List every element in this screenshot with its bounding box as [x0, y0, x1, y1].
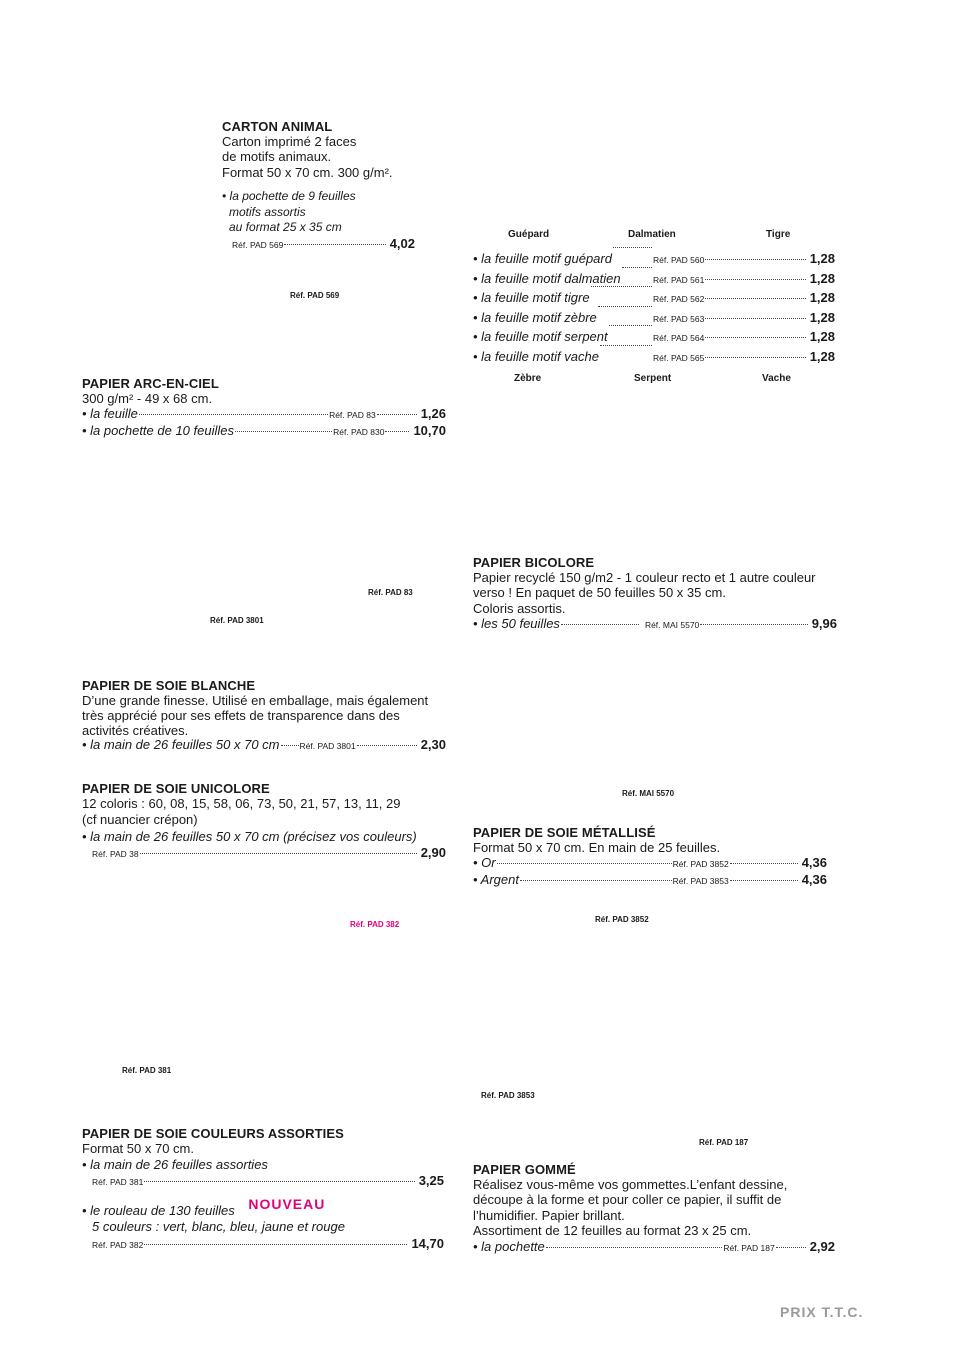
dot-leader: [144, 1244, 407, 1245]
soie-unicolore-ref: Réf. PAD 38: [92, 849, 139, 859]
carton-animal-price-row: [222, 235, 415, 255]
soie-assorties-title: PAPIER DE SOIE COULEURS ASSORTIES: [82, 1126, 344, 1141]
soie-unicolore-price: 2,90: [420, 845, 446, 860]
dot-leader: [140, 853, 417, 854]
carton-animal-caption: Réf. PAD 569: [290, 291, 340, 300]
motif-label: • la feuille motif zèbre: [473, 309, 597, 325]
list-item: [473, 1239, 835, 1256]
carton-animal-desc-2: de motifs animaux.: [222, 149, 332, 165]
motif-header-vache: Vache: [762, 373, 791, 384]
arc-en-ciel-caption: Réf. PAD 83: [368, 588, 413, 597]
motif-price: 1,28: [809, 270, 835, 286]
dot-leader: [235, 431, 332, 432]
motif-header-dalmatien: Dalmatien: [628, 229, 676, 240]
gomme-desc-3: l’humidifier. Papier brillant.: [473, 1207, 625, 1223]
bicolore-desc-1: Papier recyclé 150 g/m2 - 1 couleur recto et 1 autre couleur: [473, 570, 816, 585]
dot-leader: [546, 1247, 723, 1248]
motif-label: • la feuille motif dalmatien: [473, 270, 621, 286]
motif-header-serpent: Serpent: [634, 373, 672, 384]
dot-leader: [705, 318, 805, 319]
soie-blanche-desc-3: activités créatives.: [82, 722, 189, 738]
soie-assorties-desc: Format 50 x 70 cm.: [82, 1141, 194, 1156]
motif-label: • la feuille motif guépard: [473, 251, 612, 266]
list-item: [82, 423, 446, 440]
motif-ref: Réf. PAD 560: [653, 255, 705, 265]
dot-leader: [705, 279, 805, 280]
soie-assorties-block: [82, 1126, 444, 1254]
soie-metallise-argent-caption: Réf. PAD 3853: [481, 1091, 535, 1100]
dot-leader: [377, 414, 417, 415]
gomme-ref: Réf. PAD 187: [723, 1242, 775, 1253]
motif-price: 1,28: [809, 309, 835, 325]
list-item: [82, 406, 446, 423]
soie-unicolore-block: [82, 781, 446, 862]
soie-unicolore-bullet: • la main de 26 feuilles 50 x 70 cm (précisez vos couleurs): [82, 829, 417, 844]
list-item: [473, 328, 835, 348]
soie-blanche-block: [82, 678, 446, 754]
dot-leader: [705, 298, 805, 299]
bicolore-caption: Réf. MAI 5570: [622, 789, 675, 798]
soie-assorties-price-1: 3,25: [418, 1173, 444, 1188]
motif-header-zebre: Zèbre: [514, 373, 542, 384]
dot-leader: [730, 863, 798, 864]
gomme-caption: Réf. PAD 187: [699, 1138, 749, 1147]
soie-metallise-price: 4,36: [801, 855, 827, 870]
dot-leader: [600, 345, 652, 346]
arc-en-ciel-block: [82, 376, 446, 440]
soie-unicolore-title: PAPIER DE SOIE UNICOLORE: [82, 781, 270, 796]
motif-ref: Réf. PAD 565: [653, 352, 705, 363]
dot-leader: [281, 745, 299, 746]
dot-leader: [700, 624, 807, 625]
dot-leader: [520, 880, 672, 881]
dot-leader: [705, 259, 805, 260]
motif-list: [473, 250, 835, 368]
soie-blanche-label: • la main de 26 feuilles 50 x 70 cm: [82, 736, 280, 752]
dot-leader: [139, 414, 328, 415]
soie-metallise-ref: Réf. PAD 3853: [672, 876, 729, 886]
soie-metallise-label: • Or: [473, 855, 496, 870]
motif-ref: Réf. PAD 564: [653, 333, 705, 344]
soie-assorties-price-2: 14,70: [411, 1236, 444, 1251]
soie-metallise-title: PAPIER DE SOIE MÉTALLISÉ: [473, 825, 656, 840]
dot-leader: [591, 286, 652, 287]
dot-leader: [776, 1247, 806, 1248]
soie-metallise-or-caption: Réf. PAD 3852: [595, 915, 649, 924]
soie-rouleau-caption: Réf. PAD 382: [350, 920, 400, 929]
list-item: [473, 250, 835, 270]
soie-metallise-block: [473, 825, 827, 889]
soie-blanche-price: 2,30: [420, 736, 446, 752]
motif-ref: Réf. PAD 561: [653, 274, 705, 285]
dot-leader: [705, 337, 805, 338]
gomme-desc-2: découpe à la forme et pour coller ce papier, il suffit de: [473, 1192, 782, 1208]
arc-en-ciel-label: • la pochette de 10 feuilles: [82, 423, 234, 439]
carton-animal-ref: Réf. PAD 569: [232, 240, 284, 251]
motif-label: • la feuille motif tigre: [473, 290, 590, 306]
motif-header-tigre: Tigre: [766, 229, 791, 240]
bicolore-block: [473, 555, 837, 633]
list-item: [473, 616, 837, 633]
list-item: [473, 348, 835, 368]
soie-assorties-ref-2: Réf. PAD 382: [92, 1240, 144, 1250]
soie-assorties-bullet-2b: 5 couleurs : vert, blanc, bleu, jaune et rouge: [92, 1219, 345, 1234]
soie-assorties-bullet-2: [82, 1196, 444, 1219]
motif-price: 1,28: [809, 290, 835, 306]
soie-assorties-bullet-2-text: • le rouleau de 130 feuilles: [82, 1203, 235, 1218]
dot-leader: [598, 306, 652, 307]
dot-leader: [385, 431, 409, 432]
list-item: [473, 872, 827, 889]
gomme-title: PAPIER GOMMÉ: [473, 1162, 576, 1177]
arc-en-ciel-price: 1,26: [420, 406, 446, 422]
soie-blanche-desc-1: D’une grande finesse. Utilisé en emballage, mais également: [82, 693, 429, 708]
nouveau-badge: NOUVEAU: [248, 1196, 326, 1212]
gomme-label: • la pochette: [473, 1238, 545, 1254]
soie-unicolore-desc-1: 12 coloris : 60, 08, 15, 58, 06, 73, 50, 21, 57, 13, 11, 29: [82, 796, 401, 811]
gomme-desc-4: Assortiment de 12 feuilles au format 23 x 25 cm.: [473, 1223, 752, 1239]
list-item: [82, 1173, 444, 1190]
bicolore-desc-2: verso ! En paquet de 50 feuilles 50 x 35 cm.: [473, 585, 726, 601]
gomme-desc-1: Réalisez vous-même vos gommettes.L’enfant dessine,: [473, 1177, 788, 1192]
carton-animal-price: 4,02: [389, 236, 415, 252]
arc-en-ciel-label: • la feuille: [82, 406, 138, 422]
bicolore-title: PAPIER BICOLORE: [473, 555, 595, 570]
dot-leader: [705, 357, 805, 358]
dot-leader: [730, 880, 798, 881]
bicolore-ref: Réf. MAI 5570: [644, 620, 700, 631]
list-item: [473, 855, 827, 872]
soie-blanche-title: PAPIER DE SOIE BLANCHE: [82, 678, 256, 693]
dot-leader: [497, 863, 672, 864]
arc-en-ciel-ref: Réf. PAD 830: [333, 427, 385, 438]
gomme-block: [473, 1162, 835, 1256]
motif-header-guepard: Guépard: [508, 229, 550, 240]
soie-unicolore-desc-2: (cf nuancier crépon): [82, 812, 198, 827]
soie-assorties-caption: Réf. PAD 381: [122, 1066, 172, 1075]
dot-leader: [609, 325, 652, 326]
motif-ref: Réf. PAD 563: [653, 313, 705, 324]
soie-assorties-bullet-1: • la main de 26 feuilles assorties: [82, 1157, 268, 1172]
motif-ref: Réf. PAD 562: [653, 294, 705, 305]
soie-blanche-caption: Réf. PAD 3801: [210, 616, 264, 625]
carton-animal-bullet-3: au format 25 x 35 cm: [229, 220, 342, 235]
dot-leader: [622, 267, 652, 268]
soie-metallise-label: • Argent: [473, 872, 519, 887]
carton-animal-bullet-2: motifs assortis: [229, 204, 306, 219]
list-item: [473, 270, 835, 290]
arc-en-ciel-ref: Réf. PAD 83: [329, 410, 376, 421]
soie-blanche-desc-2: très apprécié pour ses effets de transparence dans des: [82, 708, 400, 724]
bicolore-label: • les 50 feuilles: [473, 616, 560, 632]
arc-en-ciel-desc: 300 g/m² - 49 x 68 cm.: [82, 391, 213, 406]
list-item: [473, 289, 835, 309]
soie-metallise-ref: Réf. PAD 3852: [672, 859, 729, 869]
motif-label: • la feuille motif vache: [473, 348, 599, 364]
motif-price: 1,28: [809, 251, 835, 266]
bicolore-desc-3: Coloris assortis.: [473, 600, 566, 616]
motif-price: 1,28: [809, 348, 835, 364]
list-item: [82, 1235, 444, 1254]
soie-metallise-desc: Format 50 x 70 cm. En main de 25 feuilles.: [473, 840, 721, 855]
prix-ttc-footer: PRIX T.T.C.: [780, 1304, 864, 1320]
soie-blanche-ref: Réf. PAD 3801: [299, 740, 356, 751]
motif-price: 1,28: [809, 329, 835, 345]
list-item: [82, 737, 446, 754]
carton-animal-desc-3: Format 50 x 70 cm. 300 g/m².: [222, 164, 393, 180]
list-item: [473, 309, 835, 329]
motif-label: • la feuille motif serpent: [473, 329, 608, 345]
dot-leader: [613, 247, 652, 248]
gomme-price: 2,92: [809, 1238, 835, 1254]
dot-leader: [284, 244, 385, 245]
list-item: [82, 845, 446, 862]
soie-assorties-ref-1: Réf. PAD 381: [92, 1177, 144, 1187]
arc-en-ciel-price: 10,70: [413, 423, 446, 439]
dot-leader: [357, 745, 417, 746]
bicolore-price: 9,96: [811, 616, 837, 632]
carton-animal-bullet-1: • la pochette de 9 feuilles: [222, 189, 356, 204]
soie-metallise-price: 4,36: [801, 872, 827, 887]
carton-animal-block: [222, 119, 452, 255]
dot-leader: [561, 624, 639, 625]
carton-animal-title: CARTON ANIMAL: [222, 119, 333, 134]
dot-leader: [144, 1181, 414, 1182]
arc-en-ciel-title: PAPIER ARC-EN-CIEL: [82, 376, 219, 391]
carton-animal-desc-1: Carton imprimé 2 faces: [222, 134, 357, 149]
